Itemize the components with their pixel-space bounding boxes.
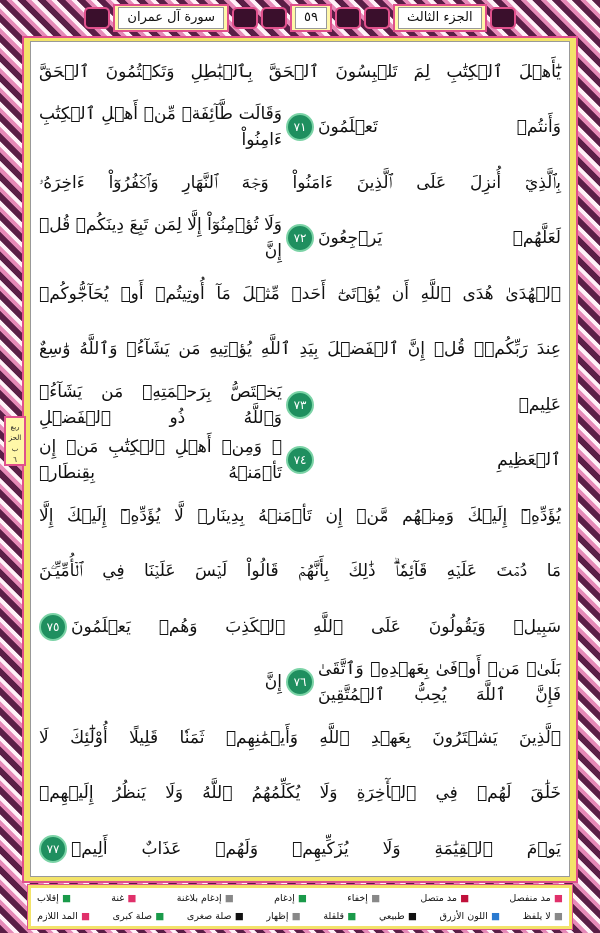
legend-label: مد متصل <box>420 893 457 904</box>
legend-color-swatch: ■ <box>288 911 301 922</box>
legend-item <box>509 890 563 908</box>
ayah-number-marker: ٧٤ <box>286 446 314 474</box>
verse-text: إِنَّ <box>264 672 282 693</box>
verse-text: لَعَلَّهُمۡ يَرۡجِعُونَ <box>318 228 561 249</box>
ornament-icon <box>364 7 390 29</box>
verse-text: يَخۡتَصُّ بِرَحۡمَتِهِۦ مَن يَشَآءُۗ وَٱللَّهُ ذُو ٱلۡفَضۡلِ <box>39 381 282 428</box>
text-line <box>39 377 561 433</box>
verse-text: وَقَالَت طَّآئِفَةٞ مِّنۡ أَهۡلِ ٱلۡكِتَٰبِ ءَامِنُواْ <box>39 104 282 151</box>
text-line <box>39 322 561 378</box>
legend-color-swatch: ■ <box>550 911 563 922</box>
verse-text: عَلِيمٞ <box>518 394 561 415</box>
legend-item <box>420 890 469 908</box>
legend-label: قلقلة <box>323 911 345 922</box>
legend-label: لا يلفظ <box>522 911 551 922</box>
legend-item <box>37 908 90 926</box>
legend-label: إخفاء <box>347 893 368 904</box>
legend-label: إدغام <box>274 893 295 904</box>
verse-text: وَلَا تُؤۡمِنُوٓاْ إِلَّا لِمَن تَبِعَ دِينَكُمۡ قُلۡ إِنَّ <box>39 215 282 262</box>
text-line <box>39 544 561 600</box>
ornament-icon <box>490 7 516 29</box>
ayah-number-marker: ٧٥ <box>39 613 67 641</box>
legend-color-swatch: ■ <box>58 893 72 904</box>
ayah-number-marker: ٧٢ <box>286 224 314 252</box>
juz-name: الجزء الثالث <box>398 7 482 29</box>
legend-label: إقلاب <box>37 893 59 904</box>
hizb-label: ربع الحزب <box>8 423 22 453</box>
legend-label: طبيعي <box>378 911 405 922</box>
surah-name-box <box>113 4 229 32</box>
legend-label: إظهار <box>266 911 289 922</box>
legend-color-swatch: ■ <box>404 911 418 922</box>
legend-item <box>37 890 71 908</box>
hizb-number: ٦ <box>13 456 17 464</box>
text-line <box>39 433 561 489</box>
legend-color-swatch: ■ <box>231 911 244 922</box>
legend-label: صلة صغرى <box>186 911 232 922</box>
legend-item <box>523 908 563 926</box>
ornament-icon <box>335 7 361 29</box>
surah-name: سورة آل عمران <box>118 7 224 29</box>
ornament-icon <box>84 7 110 29</box>
text-line <box>39 599 561 655</box>
legend-label: صلة كبرى <box>112 911 153 922</box>
verse-text: خَلَٰقَ لَهُمۡ فِي ٱلۡأٓخِرَةِ وَلَا يُكَلِّمُهُمُ ٱللَّهُ وَلَا يَنظُرُ إِلَيۡهِمۡ <box>39 783 561 804</box>
page-number: ٥٩ <box>295 7 327 29</box>
legend-item <box>113 908 165 926</box>
page-number-box <box>290 4 332 32</box>
ayah-number-marker: ٧٣ <box>286 391 314 419</box>
legend-item <box>266 908 300 926</box>
hizb-marker <box>4 416 26 466</box>
juz-name-box <box>393 4 487 32</box>
text-line <box>39 266 561 322</box>
ornament-icon <box>232 7 258 29</box>
legend-color-swatch: ■ <box>487 911 501 922</box>
text-line <box>39 655 561 711</box>
legend-color-swatch: ■ <box>152 911 165 922</box>
legend-color-swatch: ■ <box>550 893 563 904</box>
text-line <box>39 488 561 544</box>
ayah-number-marker: ٧١ <box>286 113 314 141</box>
tajweed-legend <box>28 885 572 929</box>
legend-color-swatch: ■ <box>124 893 137 904</box>
verse-text: بِٱلَّذِيٓ أُنزِلَ عَلَى ٱلَّذِينَ ءَامَنُواْ وَجۡهَ ٱلنَّهَارِ وَٱكۡفُرُوٓاْ ءَاخِرَهُۥ <box>39 172 561 193</box>
legend-label: المد اللازم <box>37 911 78 922</box>
legend-color-swatch: ■ <box>294 893 308 904</box>
text-line <box>39 821 561 877</box>
legend-color-swatch: ■ <box>221 893 234 904</box>
text-line <box>39 710 561 766</box>
legend-item <box>379 908 417 926</box>
legend-item <box>177 890 234 908</box>
legend-label: غنة <box>111 893 125 904</box>
legend-color-swatch: ■ <box>367 893 381 904</box>
verse-text: ٱلۡهُدَىٰ هُدَى ٱللَّهِ أَن يُؤۡتَىٰٓ أَحَدٞ مِّثۡلَ مَآ أُوتِيتُمۡ أَوۡ يُحَآجُّوكُمۡ <box>39 283 561 304</box>
quran-text-area <box>30 41 570 877</box>
legend-item <box>187 908 244 926</box>
legend-color-swatch: ■ <box>77 911 91 922</box>
verse-text: يُؤَدِّهِۦٓ إِلَيۡكَ وَمِنۡهُم مَّنۡ إِن تَأۡمَنۡهُ بِدِينَارٖ لَّا يُؤَدِّهِۦٓ إِلَيۡكَ إِلَّا <box>39 505 561 526</box>
text-line <box>39 766 561 822</box>
text-line <box>39 211 561 267</box>
verse-text: مَا دُمۡتَ عَلَيۡهِ قَآئِمٗاۗ ذَٰلِكَ بِأَنَّهُمۡ قَالُواْ لَيۡسَ عَلَيۡنَا فِي ٱلۡأُمِّيِّـۧنَ <box>39 561 561 582</box>
verse-text: بَلَىٰۚ مَنۡ أَوۡفَىٰ بِعَهۡدِهِۦ وَٱتَّقَىٰ فَإِنَّ ٱللَّهَ يُحِبُّ ٱلۡمُتَّقِينَ <box>318 659 561 706</box>
ayah-number-marker: ٧٧ <box>39 835 67 863</box>
legend-label: اللون الأزرق <box>439 911 488 922</box>
text-line <box>39 155 561 211</box>
ayah-number-marker: ٧٦ <box>286 668 314 696</box>
legend-label: إدغام بلاغنة <box>176 893 222 904</box>
ornament-icon <box>261 7 287 29</box>
text-line <box>39 44 561 100</box>
legend-item <box>274 890 307 908</box>
legend-item <box>323 908 356 926</box>
legend-item <box>111 890 136 908</box>
text-line <box>39 100 561 156</box>
verse-text: ٱلۡعَظِيمِ <box>497 450 561 471</box>
verse-text: سَبِيلٞ وَيَقُولُونَ عَلَى ٱللَّهِ ٱلۡكَذِبَ وَهُمۡ يَعۡلَمُونَ <box>71 616 561 637</box>
legend-row <box>37 890 563 908</box>
legend-row <box>37 908 563 926</box>
verse-text: ۞ وَمِنۡ أَهۡلِ ٱلۡكِتَٰبِ مَنۡ إِن تَأۡمَنۡهُ بِقِنطَارٖ <box>39 437 282 484</box>
legend-color-swatch: ■ <box>344 911 357 922</box>
legend-item <box>440 908 500 926</box>
verse-text: ٱلَّذِينَ يَشۡتَرُونَ بِعَهۡدِ ٱللَّهِ وَأَيۡمَٰنِهِمۡ ثَمَنٗا قَلِيلًا أُوْلَٰٓئِكَ لَا <box>39 727 561 748</box>
verse-text: يَوۡمَ ٱلۡقِيَٰمَةِ وَلَا يُزَكِّيهِمۡ وَلَهُمۡ عَذَابٌ أَلِيمٞ <box>71 838 561 859</box>
verse-text: عِندَ رَبِّكُمۡۗ قُلۡ إِنَّ ٱلۡفَضۡلَ بِيَدِ ٱللَّهِ يُؤۡتِيهِ مَن يَشَآءُۗ وَٱللَّهُ وَٰسِعٌ <box>39 339 561 360</box>
legend-label: مد منفصل <box>509 893 551 904</box>
verse-text: وَأَنتُمۡ تَعۡلَمُونَ <box>318 117 561 138</box>
legend-item <box>347 890 380 908</box>
verse-text: يَٰٓأَهۡلَ ٱلۡكِتَٰبِ لِمَ تَلۡبِسُونَ ٱلۡحَقَّ بِٱلۡبَٰطِلِ وَتَكۡتُمُونَ ٱلۡحَقَّ <box>39 61 561 82</box>
legend-color-swatch: ■ <box>456 893 470 904</box>
page-header <box>0 0 600 36</box>
